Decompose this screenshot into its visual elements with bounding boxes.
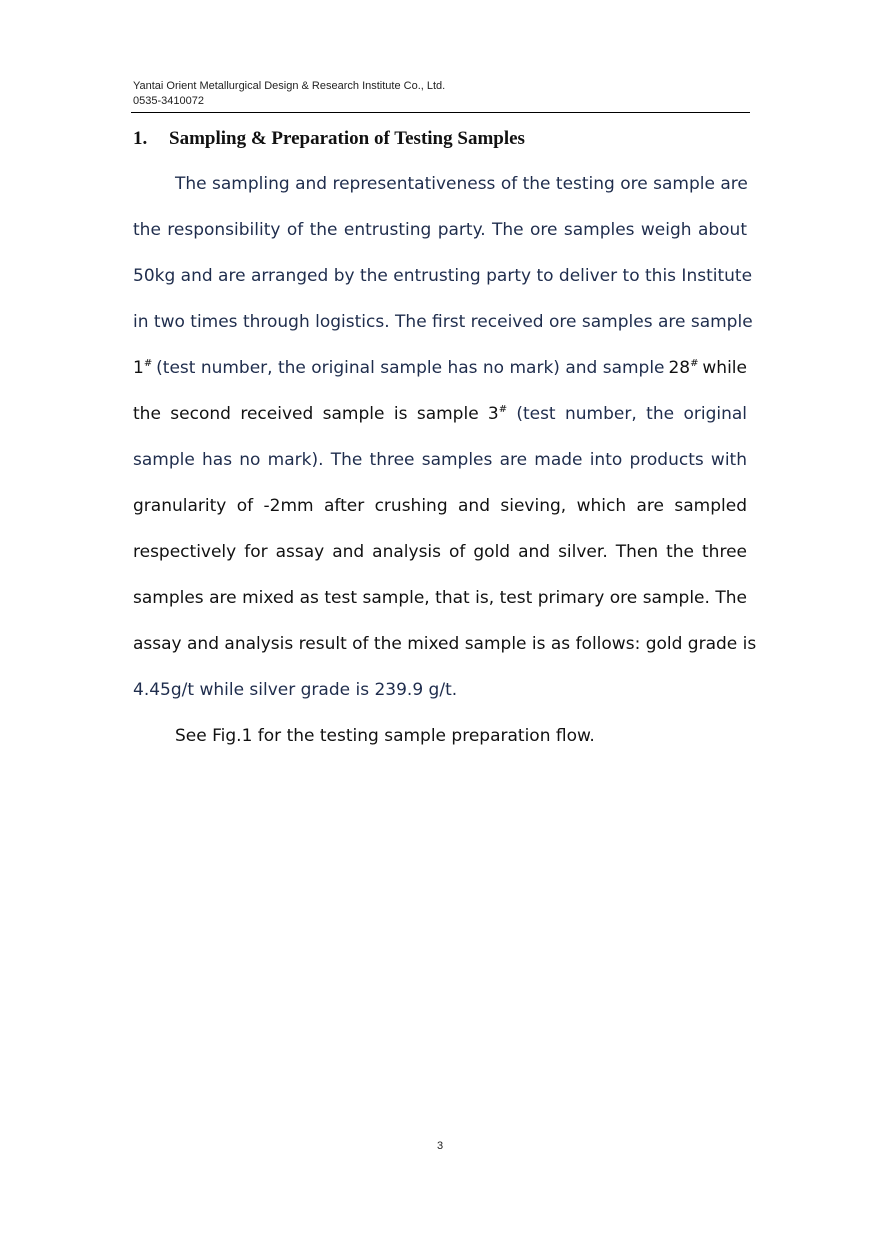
paragraph-line — [133, 353, 747, 383]
sample-number: 28 — [668, 358, 691, 378]
paragraph-line — [133, 537, 747, 567]
line-text: granularity of -2mm after crushing and sieving, which are sampled — [133, 496, 747, 516]
line-text: 50kg and are arranged by the entrusting party to deliver to this Institute — [133, 266, 753, 286]
line-text: the responsibility of the entrusting party. The ore samples weigh about — [133, 220, 747, 240]
paragraph-line — [133, 261, 753, 291]
section-heading — [133, 127, 525, 151]
section-number: 1. — [133, 128, 148, 149]
paragraph-line — [133, 583, 747, 613]
page-number: 3 — [436, 1140, 444, 1152]
line-text: See Fig.1 for the testing sample preparation flow. — [175, 726, 595, 746]
line-segment: (test number, the original — [516, 404, 747, 424]
sample-number: 1 — [133, 358, 144, 378]
line-segment: the second received sample is sample — [133, 404, 479, 424]
paragraph-line — [133, 675, 747, 705]
line-text: sample has no mark). The three samples are made into products with — [133, 450, 747, 470]
sample-mark: # — [690, 358, 699, 369]
paragraph-line — [133, 215, 747, 245]
header-phone: 0535-3410072 — [133, 95, 204, 107]
line-text: in two times through logistics. The first received ore samples are sample — [133, 312, 753, 332]
page-header — [133, 79, 750, 109]
paragraph-line — [133, 399, 747, 429]
line-segment — [488, 399, 507, 429]
header-company: Yantai Orient Metallurgical Design & Research Institute Co., Ltd. — [133, 80, 446, 92]
sample-mark: # — [143, 358, 153, 369]
paragraph-line — [133, 445, 747, 475]
line-segment: while — [702, 358, 747, 378]
figure-reference-paragraph — [175, 721, 747, 751]
paragraph-line — [175, 169, 747, 199]
line-text: The sampling and representativeness of the testing ore sample are — [175, 174, 748, 194]
paragraph-line — [133, 491, 747, 521]
sample-number: 3 — [487, 404, 499, 424]
line-segment — [668, 353, 698, 383]
line-segment — [133, 353, 152, 383]
section-title: Sampling & Preparation of Testing Samples — [169, 128, 525, 149]
line-segment: (test number, the original sample has no mark) and sample — [156, 358, 665, 378]
line-text: respectively for assay and analysis of gold and silver. Then the three — [133, 542, 747, 562]
header-divider — [131, 112, 750, 113]
line-text: assay and analysis result of the mixed sample is as follows: gold grade is — [133, 634, 757, 654]
line-text: samples are mixed as test sample, that is, test primary ore sample. The — [133, 588, 747, 608]
sample-mark: # — [498, 404, 508, 415]
line-text: 4.45g/t while silver grade is 239.9 g/t. — [133, 680, 458, 700]
paragraph-line — [133, 629, 757, 659]
paragraph-line — [133, 307, 753, 337]
